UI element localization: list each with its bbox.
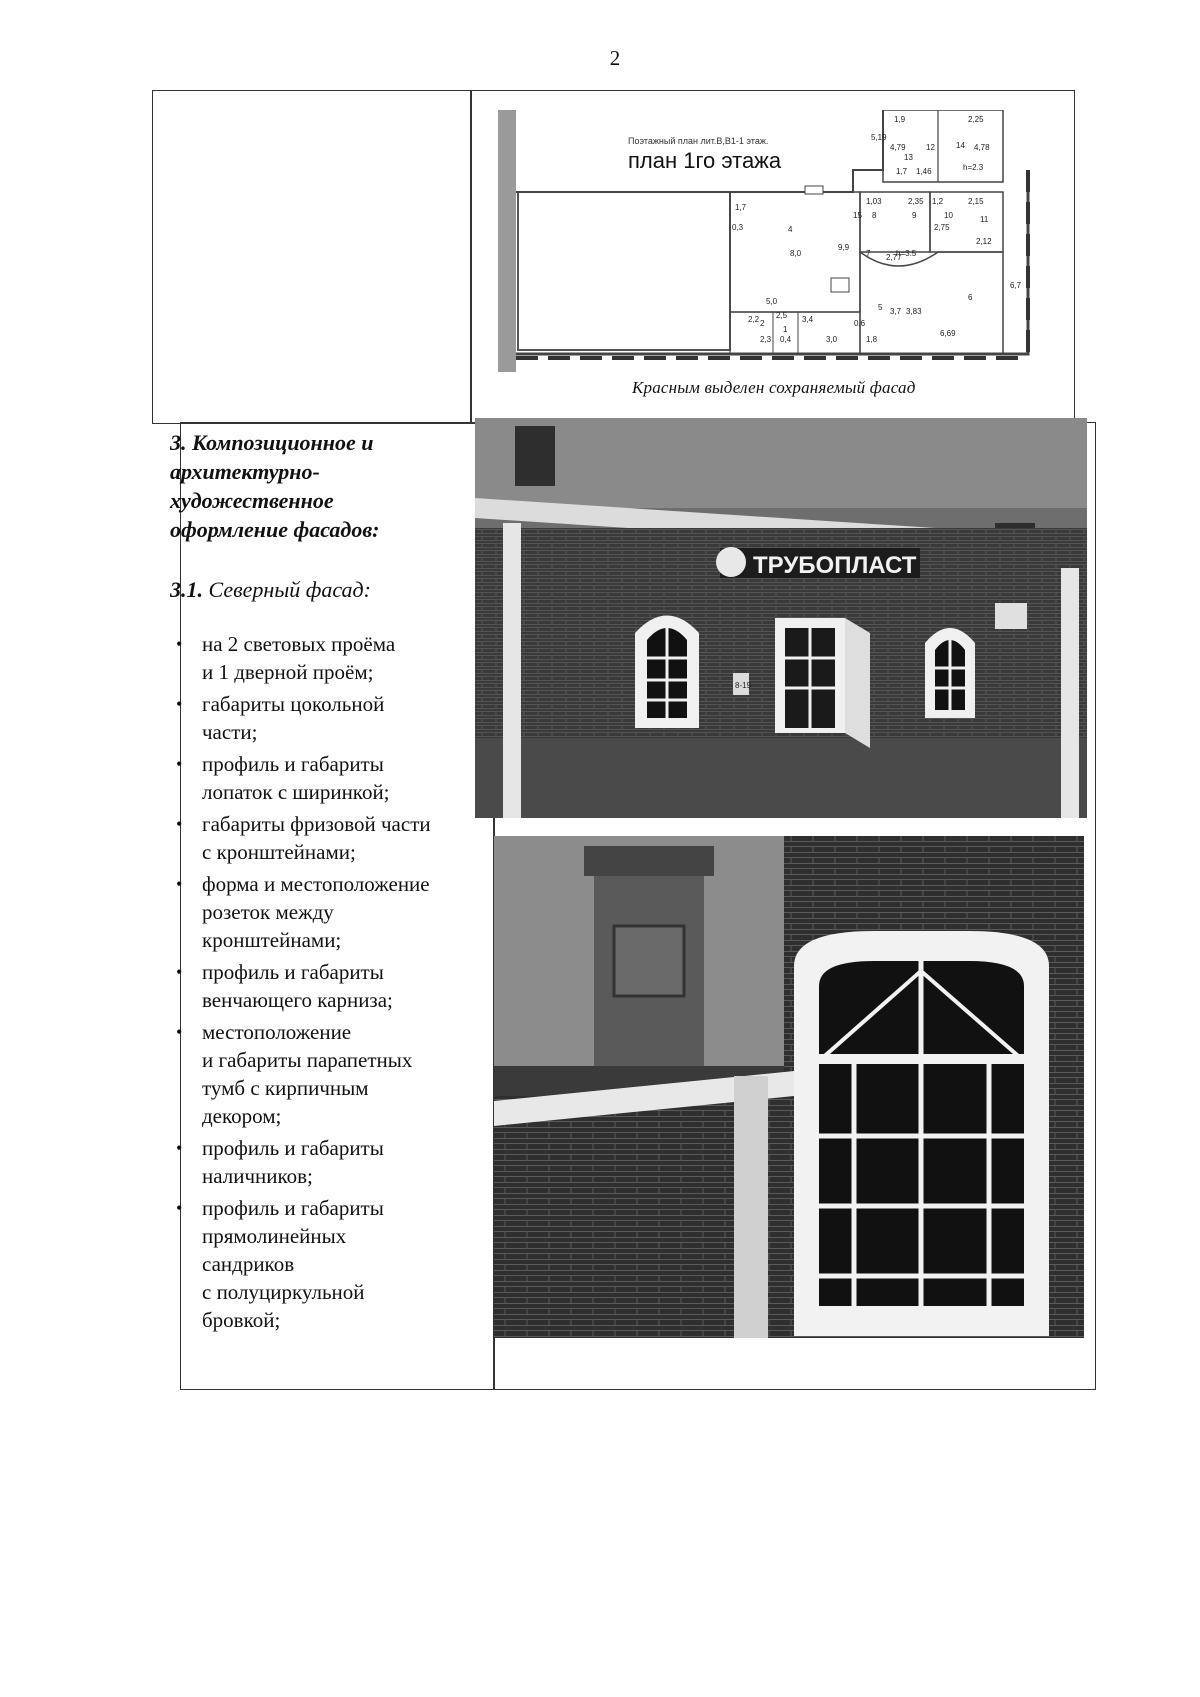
facade-photo xyxy=(475,418,1087,818)
plan-title: план 1го этажа xyxy=(628,148,782,173)
dim-label: 14 xyxy=(956,141,965,150)
plan-subtitle: Поэтажный план лит.В,В1-1 этаж. xyxy=(628,136,769,146)
heading-line: архитектурно- xyxy=(170,459,320,484)
dim-label: 1,8 xyxy=(866,335,878,344)
item-line: с кронштейнами; xyxy=(202,840,356,864)
subsection-title xyxy=(170,576,475,604)
dim-label: 2 xyxy=(760,319,765,328)
list-item xyxy=(170,958,475,1014)
item-line: розеток между xyxy=(202,900,334,924)
section-heading xyxy=(170,428,475,544)
list-item xyxy=(170,1194,475,1334)
dim-label: 2,2 xyxy=(748,315,760,324)
dim-label: 1,2 xyxy=(932,197,944,206)
dim-label: 3,0 xyxy=(826,335,838,344)
dim-label: h=2.3 xyxy=(963,163,984,172)
dim-label: 9,9 xyxy=(838,243,850,252)
dim-label: 3,4 xyxy=(802,315,814,324)
dim-label: 1,46 xyxy=(916,167,932,176)
plan-caption: Красным выделен сохраняемый фасад xyxy=(632,378,916,397)
item-line: и 1 дверной проём; xyxy=(202,660,374,684)
dim-label: 1,7 xyxy=(735,203,747,212)
list-item xyxy=(170,1018,475,1130)
table-row-top-divider xyxy=(470,90,472,424)
dim-label: 13 xyxy=(904,153,913,162)
item-line: наличников; xyxy=(202,1164,313,1188)
list-item xyxy=(170,630,475,686)
dim-label: 6 xyxy=(968,293,973,302)
dim-label: 6,69 xyxy=(940,329,956,338)
item-line: • габариты фризовой части xyxy=(202,812,431,836)
subsection-number: 3.1. xyxy=(170,577,203,602)
item-line: венчающего карниза; xyxy=(202,988,393,1012)
dim-label: 9 xyxy=(912,211,917,220)
dim-label: 8,0 xyxy=(790,249,802,258)
dim-label: 15 xyxy=(853,211,862,220)
dim-label: 4,78 xyxy=(974,143,990,152)
store-sign: ТРУБОПЛАСТ xyxy=(753,552,917,579)
dim-label: 12 xyxy=(926,143,935,152)
dim-label: 0,4 xyxy=(780,335,792,344)
heading-line: 3. Композиционное и xyxy=(170,430,374,455)
item-line: прямолинейных xyxy=(202,1224,347,1248)
item-line: • профиль и габариты xyxy=(202,1196,384,1220)
criteria-text xyxy=(170,428,475,1338)
item-line: лопаток с ширинкой; xyxy=(202,780,390,804)
dim-label: 2,77 xyxy=(886,253,902,262)
page-number: 2 xyxy=(609,46,621,70)
dim-label: 11 xyxy=(980,215,989,224)
dim-label: 3,83 xyxy=(906,307,922,316)
item-line: части; xyxy=(202,720,258,744)
address-plate: 8-19 xyxy=(735,681,752,690)
dim-label: 0,3 xyxy=(732,223,744,232)
floor-plan xyxy=(498,110,1046,372)
dim-label: 2,75 xyxy=(934,223,950,232)
heading-line: оформление фасадов: xyxy=(170,517,380,542)
list-item xyxy=(170,810,475,866)
dim-label: h=3.5 xyxy=(896,249,917,258)
subsection-label: Северный фасад: xyxy=(208,577,371,602)
dim-label: 5,0 xyxy=(766,297,778,306)
heading-line: художественное xyxy=(170,488,334,513)
item-line: и габариты парапетных xyxy=(202,1048,413,1072)
dim-label: 2,25 xyxy=(968,115,984,124)
list-item xyxy=(170,1134,475,1190)
item-line: сандриков xyxy=(202,1252,295,1276)
dim-label: 1,9 xyxy=(894,115,906,124)
item-line: • профиль и габариты xyxy=(202,960,384,984)
dim-label: 3,7 xyxy=(890,307,902,316)
dim-label: 2,15 xyxy=(968,197,984,206)
item-line: кронштейнами; xyxy=(202,928,342,952)
dim-label: 1,03 xyxy=(866,197,882,206)
item-line: • форма и местоположение xyxy=(202,872,430,896)
item-line: • габариты цокольной xyxy=(202,692,385,716)
dim-label: 5 xyxy=(878,303,883,312)
item-line: • профиль и габариты xyxy=(202,752,384,776)
item-line: бровкой; xyxy=(202,1308,281,1332)
dim-label: 5,19 xyxy=(871,133,887,142)
dim-label: 1,7 xyxy=(896,167,908,176)
list-item xyxy=(170,690,475,746)
item-line: • местоположение xyxy=(202,1020,352,1044)
item-line: • профиль и габариты xyxy=(202,1136,384,1160)
item-line: с полуциркульной xyxy=(202,1280,365,1304)
list-item xyxy=(170,870,475,954)
dim-label: 2,3 xyxy=(760,335,772,344)
dim-label: 10 xyxy=(944,211,953,220)
item-line: • на 2 световых проёма xyxy=(202,632,396,656)
dim-label: 2,5 xyxy=(776,311,788,320)
dim-label: 4 xyxy=(788,225,793,234)
criteria-list xyxy=(170,630,475,1334)
dim-label: 4,79 xyxy=(890,143,906,152)
item-line: декором; xyxy=(202,1104,282,1128)
dim-label: 0,6 xyxy=(854,319,866,328)
dim-label: 6,7 xyxy=(1010,281,1022,290)
list-item xyxy=(170,750,475,806)
item-line: тумб с кирпичным xyxy=(202,1076,369,1100)
dim-label: 8 xyxy=(872,211,877,220)
dim-label: 1 xyxy=(783,325,788,334)
dim-label: 2,35 xyxy=(908,197,924,206)
dim-label: 7 xyxy=(866,249,871,258)
dim-label: 2,12 xyxy=(976,237,992,246)
window-detail-photo xyxy=(494,836,1084,1338)
